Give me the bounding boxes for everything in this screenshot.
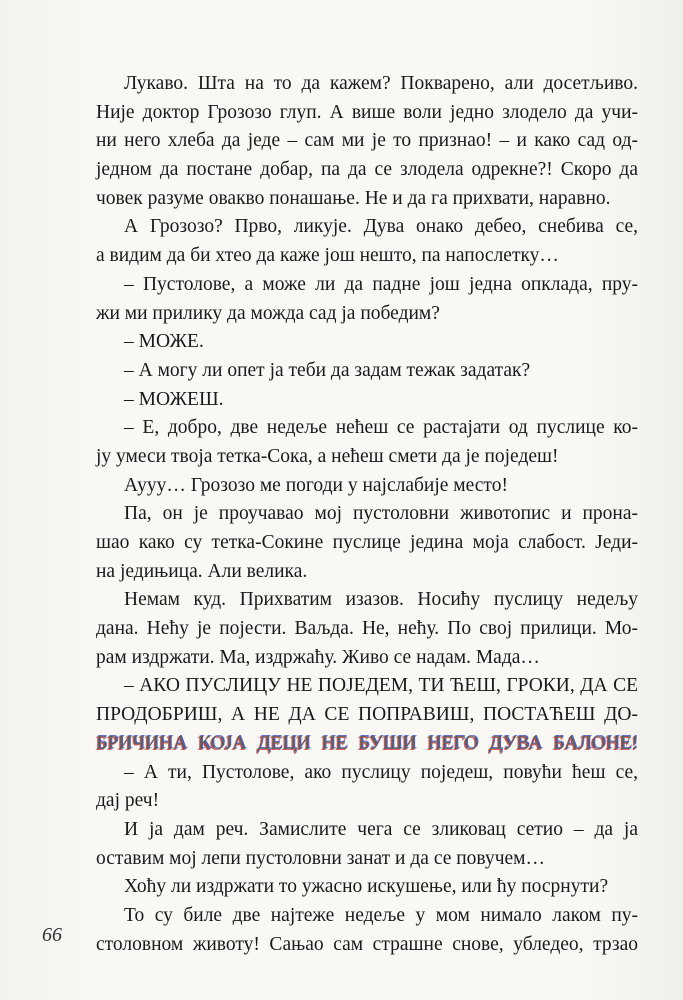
- text-line: на једињица. Али велика.: [96, 560, 308, 582]
- text-line: столовном животу! Сањао сам страшне снове, убледео, трзао: [96, 933, 638, 955]
- text-line: дана. Нећу је појести. Ваљда. Не, нећу. По свој прилици. Мо-: [96, 618, 638, 640]
- text-line: шао како су тетка-Сокине пуслице једина моја слабост. Једи-: [96, 532, 638, 553]
- text-line: – А ти, Пустолове, ако пуслицу поједеш, повући ћеш се,: [124, 761, 638, 783]
- text-line: Лукаво. Шта на то да кажем? Покварено, али досетљиво.: [124, 73, 638, 94]
- text-line: рам издржати. Ма, издржаћу. Живо се надам. Мада…: [96, 646, 540, 668]
- text-line: – МОЖЕ.: [124, 331, 204, 353]
- text-line: БРИЧИНА КОЈА ДЕЦИ НЕ БУШИ НЕГО ДУВА БАЛОНЕ!: [96, 732, 638, 754]
- text-line: Хоћу ли издржати то ужасно искушење, или ћу посрнути?: [124, 876, 609, 898]
- text-line: ПРОДОБРИШ, А НЕ ДА СЕ ПОПРАВИШ, ПОСТАЋЕШ ДО-: [96, 704, 638, 726]
- text-line: Аууу… Грозозо ме погоди у најслабије место!: [124, 474, 508, 496]
- text-line: – АКО ПУСЛИЦУ НЕ ПОЈЕДЕМ, ТИ ЋЕШ, ГРОКИ, ДА СЕ: [124, 675, 638, 697]
- text-line: ни него хлеба да једе – сам ми је то признао! – и како сад од-: [96, 130, 638, 152]
- text-line: Није доктор Грозозо глуп. А више воли једно злодело да учи-: [96, 101, 638, 123]
- text-line: Немам куд. Прихватим изазов. Носићу пуслицу недељу: [124, 589, 638, 611]
- page-number: 66: [42, 924, 62, 946]
- body-text: [96, 70, 638, 959]
- text-line: – А могу ли опет ја теби да задам тежак задатак?: [124, 359, 531, 381]
- text-line: човек разуме овакво понашање. Не и да га прихвати, наравно.: [96, 187, 611, 209]
- text-line: Па, он је проучавао мој пустоловни животопис и прона-: [124, 503, 638, 525]
- text-line: – МОЖЕШ.: [124, 388, 224, 410]
- text-line: – Пустолове, а може ли да падне још једна опклада, пру-: [124, 273, 638, 295]
- text-line: И ја дам реч. Замислите чега се зликовац сетио – да ја: [124, 818, 638, 840]
- text-line: А Грозозо? Прво, ликује. Дува онако дебео, снебива се,: [124, 216, 638, 238]
- text-line: жи ми прилику да можда сад ја победим?: [96, 302, 440, 324]
- text-line: дај реч!: [96, 790, 160, 812]
- text-line: То су биле две најтеже недеље у мом нимало лаком пу-: [124, 904, 638, 926]
- text-line: а видим да би хтео да каже још нешто, па напослетку…: [96, 245, 559, 267]
- text-line: оставим мој лепи пустоловни занат и да се повучем…: [96, 847, 546, 869]
- text-line: једном да постане добар, па да се злодела одрекне?! Скоро да: [96, 159, 638, 181]
- text-line: – Е, добро, две недеље нећеш се растајати од пуслице ко-: [124, 417, 638, 439]
- text-line: ју умеси твоја тетка-Сока, а нећеш смети да је поједеш!: [96, 445, 559, 467]
